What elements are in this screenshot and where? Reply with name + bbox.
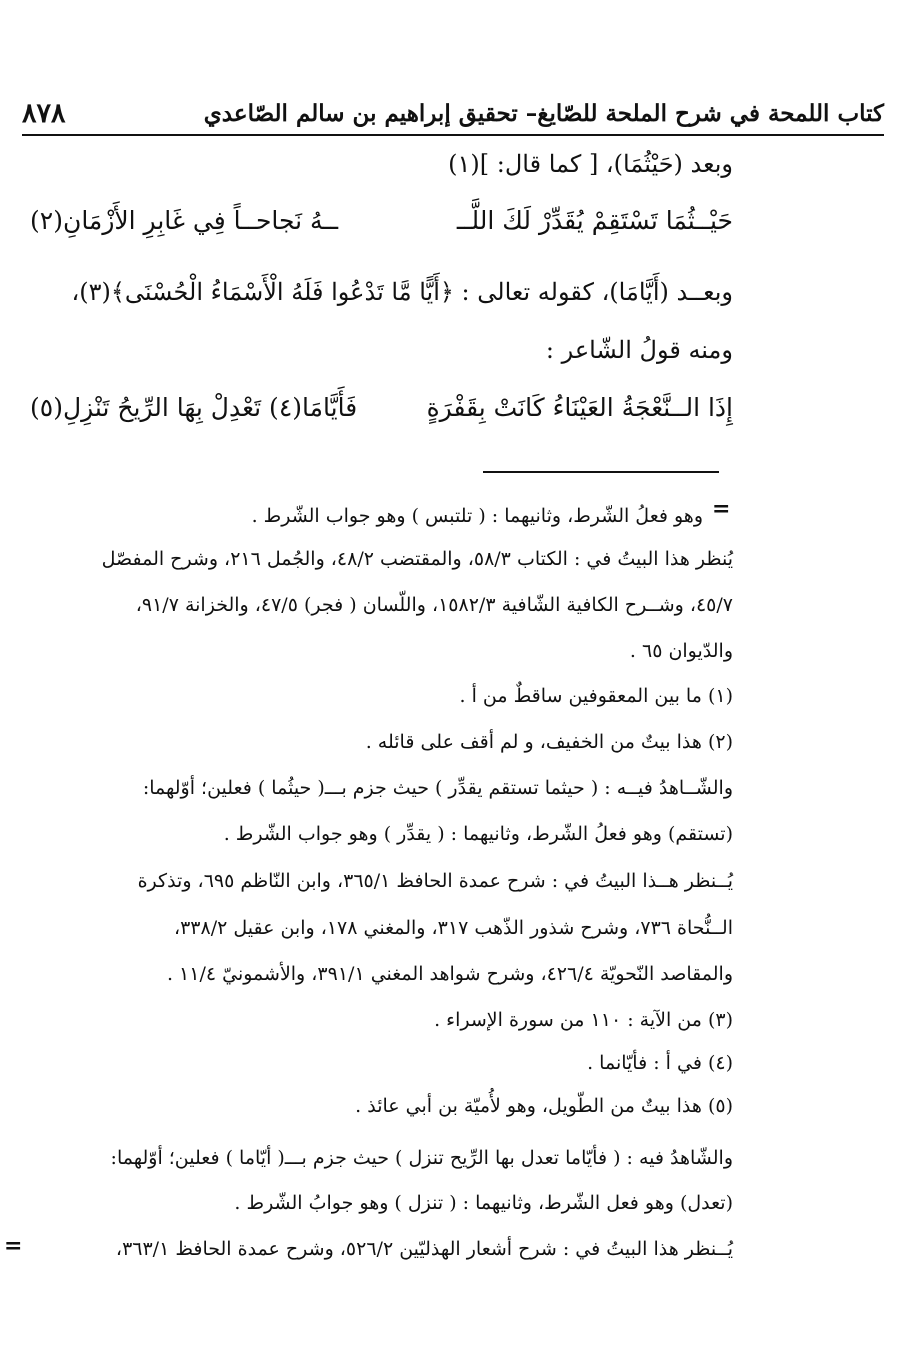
footnote-4: (٤) في أ : فأيّانما . xyxy=(587,1052,733,1074)
continues-marker: = xyxy=(4,1233,23,1259)
verse-1 xyxy=(30,206,733,246)
footnote-2-line-b: (تستقم) وهو فعلُ الشّرط، وثانيهما : ( يقدِّر ) وهو جواب الشّرط . xyxy=(223,823,733,845)
footnote-5-line-c: يُــنظر هذا البيتُ في : شرح أشعار الهذليّين ٥٢٦/٢، وشرح عمدة الحافظ ٣٦٣/١، xyxy=(115,1238,733,1260)
footnote-5-line-b: (تعدل) وهو فعل الشّرط، وثانيهما : ( تنزل ) وهو جوابُ الشّرط . xyxy=(234,1192,733,1214)
footnote-2-line-a: والشّــاهدُ فيــه : ( حيثما تستقم يقدِّر ) حيث جزم بـــ( حيثُما ) فعلين؛ أوّلهما: xyxy=(142,777,733,799)
footnote-2-line-e: والمقاصد النّحويّة ٤٢٦/٤، وشرح شواهد المغني ٣٩١/١، والأشمونيّ ١١/٤ . xyxy=(166,963,733,985)
verse-2-first-hemistich: إِذَا الــنَّعْجَةُ العَيْنَاءُ كَانَتْ بِقَفْرَةٍ xyxy=(426,393,733,422)
footnote-3: (٣) من الآية : ١١٠ من سورة الإسراء . xyxy=(434,1009,733,1031)
footnote-2: (٢) هذا بيتٌ من الخفيف، و لم أقف على قائله . xyxy=(365,731,733,753)
book-title: كتاب اللمحة في شرح الملحة للصّايغ– تحقيق إبراهيم بن سالم الصّاعدي xyxy=(203,100,884,127)
footnote-cont-line-1: وهو فعلُ الشّرط، وثانيهما : ( تلتبس ) وهو جواب الشّرط . xyxy=(251,505,703,527)
footnote-2-line-d: الــنُّحاة ٧٣٦، وشرح شذور الذّهب ٣١٧، والمغني ١٧٨، وابن عقيل ٣٣٨/٢، xyxy=(173,917,733,939)
verse-2-second-hemistich: فَأَيَّامَا(٤) تَعْدِلْ بِهَا الرِّيحُ تَنْزِلِ(٥) xyxy=(30,393,358,422)
running-header xyxy=(22,96,884,136)
verse-2 xyxy=(30,393,733,433)
verse-1-first-hemistich: حَيْــثُمَا تَسْتَقِمْ يُقَدِّرْ لَكَ اللَّــ xyxy=(456,206,733,235)
header-rule xyxy=(22,134,884,136)
page-number: ٨٧٨ xyxy=(22,98,66,129)
footnote-cont-line-2: يُنظر هذا البيتُ في : الكتاب ٥٨/٣، والمقتضب ٤٨/٢، والجُمل ٢١٦، وشرح المفصّل xyxy=(101,548,733,570)
footnote-cont-line-4: والدّيوان ٦٥ . xyxy=(629,640,733,662)
verse-1-second-hemistich: ــهُ نَجاحــاً فِي غَابِرِ الأَزْمَانِ(٢) xyxy=(30,206,339,235)
body-line-1: وبعد (حَيْثُمَا)، [ كما قال: ](١) xyxy=(448,150,733,178)
footnote-separator xyxy=(483,471,719,473)
footnote-5-line-a: والشّاهدُ فيه : ( فأيّاما تعدل بها الرِّيح تنزل ) حيث جزم بـــ( أيّاما ) فعلين؛ أوّلهما: xyxy=(110,1147,733,1169)
footnote-5: (٥) هذا بيتٌ من الطّويل، وهو لأُميّة بن أبي عائذ . xyxy=(355,1095,733,1117)
body-line-3: ومنه قولُ الشّاعر : xyxy=(545,336,733,364)
continuation-marker: = xyxy=(712,496,731,522)
footnote-cont-line-3: ٤٥/٧، وشــرح الكافية الشّافية ١٥٨٢/٣، واللّسان ( فجر) ٤٧/٥، والخزانة ٩١/٧، xyxy=(135,594,733,616)
body-line-2: وبعــد (أَيَّامَا)، كقوله تعالى : ﴿أَيًّا مَّا تَدْعُوا فَلَهُ الْأَسْمَاءُ الْحُسْنَى﴾(٣)، xyxy=(71,278,733,306)
footnote-2-line-c: يُــنظر هــذا البيتُ في : شرح عمدة الحافظ ٣٦٥/١، وابن النّاظم ٦٩٥، وتذكرة xyxy=(137,870,733,892)
footnote-1: (١) ما بين المعقوفين ساقطٌ من أ . xyxy=(459,685,733,707)
